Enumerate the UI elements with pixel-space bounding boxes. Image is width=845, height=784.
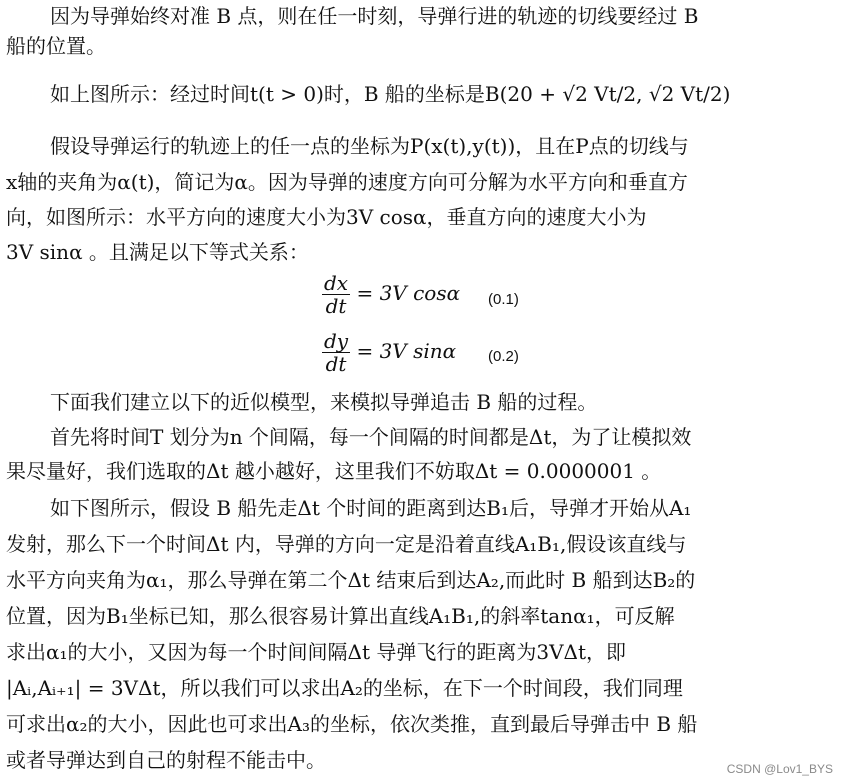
equation-0-1	[322, 272, 460, 317]
paragraph-3-line-4: 3V sinα 。且满足以下等式关系：	[6, 240, 309, 264]
paragraph-5-line-1: 首先将时间T 划分为n 个间隔，每一个间隔的时间都是Δt，为了让模拟效	[50, 425, 692, 449]
paragraph-5-line-2: 果尽量好，我们选取的Δt 越小越好，这里我们不妨取Δt = 0.0000001 。	[6, 459, 662, 483]
paragraph-6-line-5: 求出α₁的大小，又因为每一个时间间隔Δt 导弹飞行的距离为3VΔt，即	[6, 640, 627, 664]
paragraph-6-line-2: 发射，那么下一个时间Δt 内，导弹的方向一定是沿着直线A₁B₁,假设该直线与	[6, 532, 687, 556]
paragraph-6-line-8: 或者导弹达到自己的射程不能击中。	[6, 748, 326, 772]
paragraph-6-line-3: 水平方向夹角为α₁，那么导弹在第二个Δt 结束后到达A₂,而此时 B 船到达B₂的	[6, 568, 696, 592]
paragraph-1-line-2: 船的位置。	[6, 34, 106, 58]
fraction-denominator: dt	[325, 352, 347, 376]
paragraph-4-line-1: 下面我们建立以下的近似模型，来模拟导弹追击 B 船的过程。	[50, 390, 598, 414]
equation-0-2	[322, 330, 456, 375]
equation-rhs: = 3V sinα	[356, 339, 457, 363]
fraction-numerator: dy	[324, 329, 349, 353]
paragraph-3-line-3: 向，如图所示：水平方向的速度大小为3V cosα，垂直方向的速度大小为	[6, 205, 647, 229]
paragraph-6-line-7: 可求出α₂的大小，因此也可求出A₃的坐标，依次类推，直到最后导弹击中 B 船	[6, 712, 698, 736]
paragraph-1-line-1: 因为导弹始终对准 B 点，则在任一时刻，导弹行进的轨迹的切线要经过 B	[50, 4, 699, 28]
equation-number: (0.2)	[488, 348, 519, 365]
fraction	[322, 272, 350, 317]
paragraph-6-line-4: 位置，因为B₁坐标已知，那么很容易计算出直线A₁B₁,的斜率tanα₁，可反解	[6, 604, 675, 628]
equation-number: (0.1)	[488, 291, 519, 308]
paragraph-6-line-6: |Aᵢ,Aᵢ₊₁| = 3VΔt，所以我们可以求出A₂的坐标，在下一个时间段，我们同理	[6, 676, 683, 700]
fraction	[322, 330, 350, 375]
paragraph-3-line-2: x轴的夹角为α(t)，简记为α。因为导弹的速度方向可分解为水平方向和垂直方	[6, 170, 688, 194]
paragraph-6-line-1: 如下图所示，假设 B 船先走Δt 个时间的距离到达B₁后，导弹才开始从A₁	[50, 496, 692, 520]
paragraph-2-line-1: 如上图所示：经过时间t(t > 0)时，B 船的坐标是B(20 + √2 Vt/2, √2 Vt/2)	[50, 82, 731, 106]
paragraph-3-line-1: 假设导弹运行的轨迹上的任一点的坐标为P(x(t),y(t))，且在P点的切线与	[50, 134, 689, 158]
watermark: CSDN @Lov1_BYS	[726, 762, 833, 776]
fraction-numerator: dx	[324, 271, 349, 295]
fraction-denominator: dt	[325, 294, 347, 318]
equation-rhs: = 3V cosα	[356, 281, 461, 305]
